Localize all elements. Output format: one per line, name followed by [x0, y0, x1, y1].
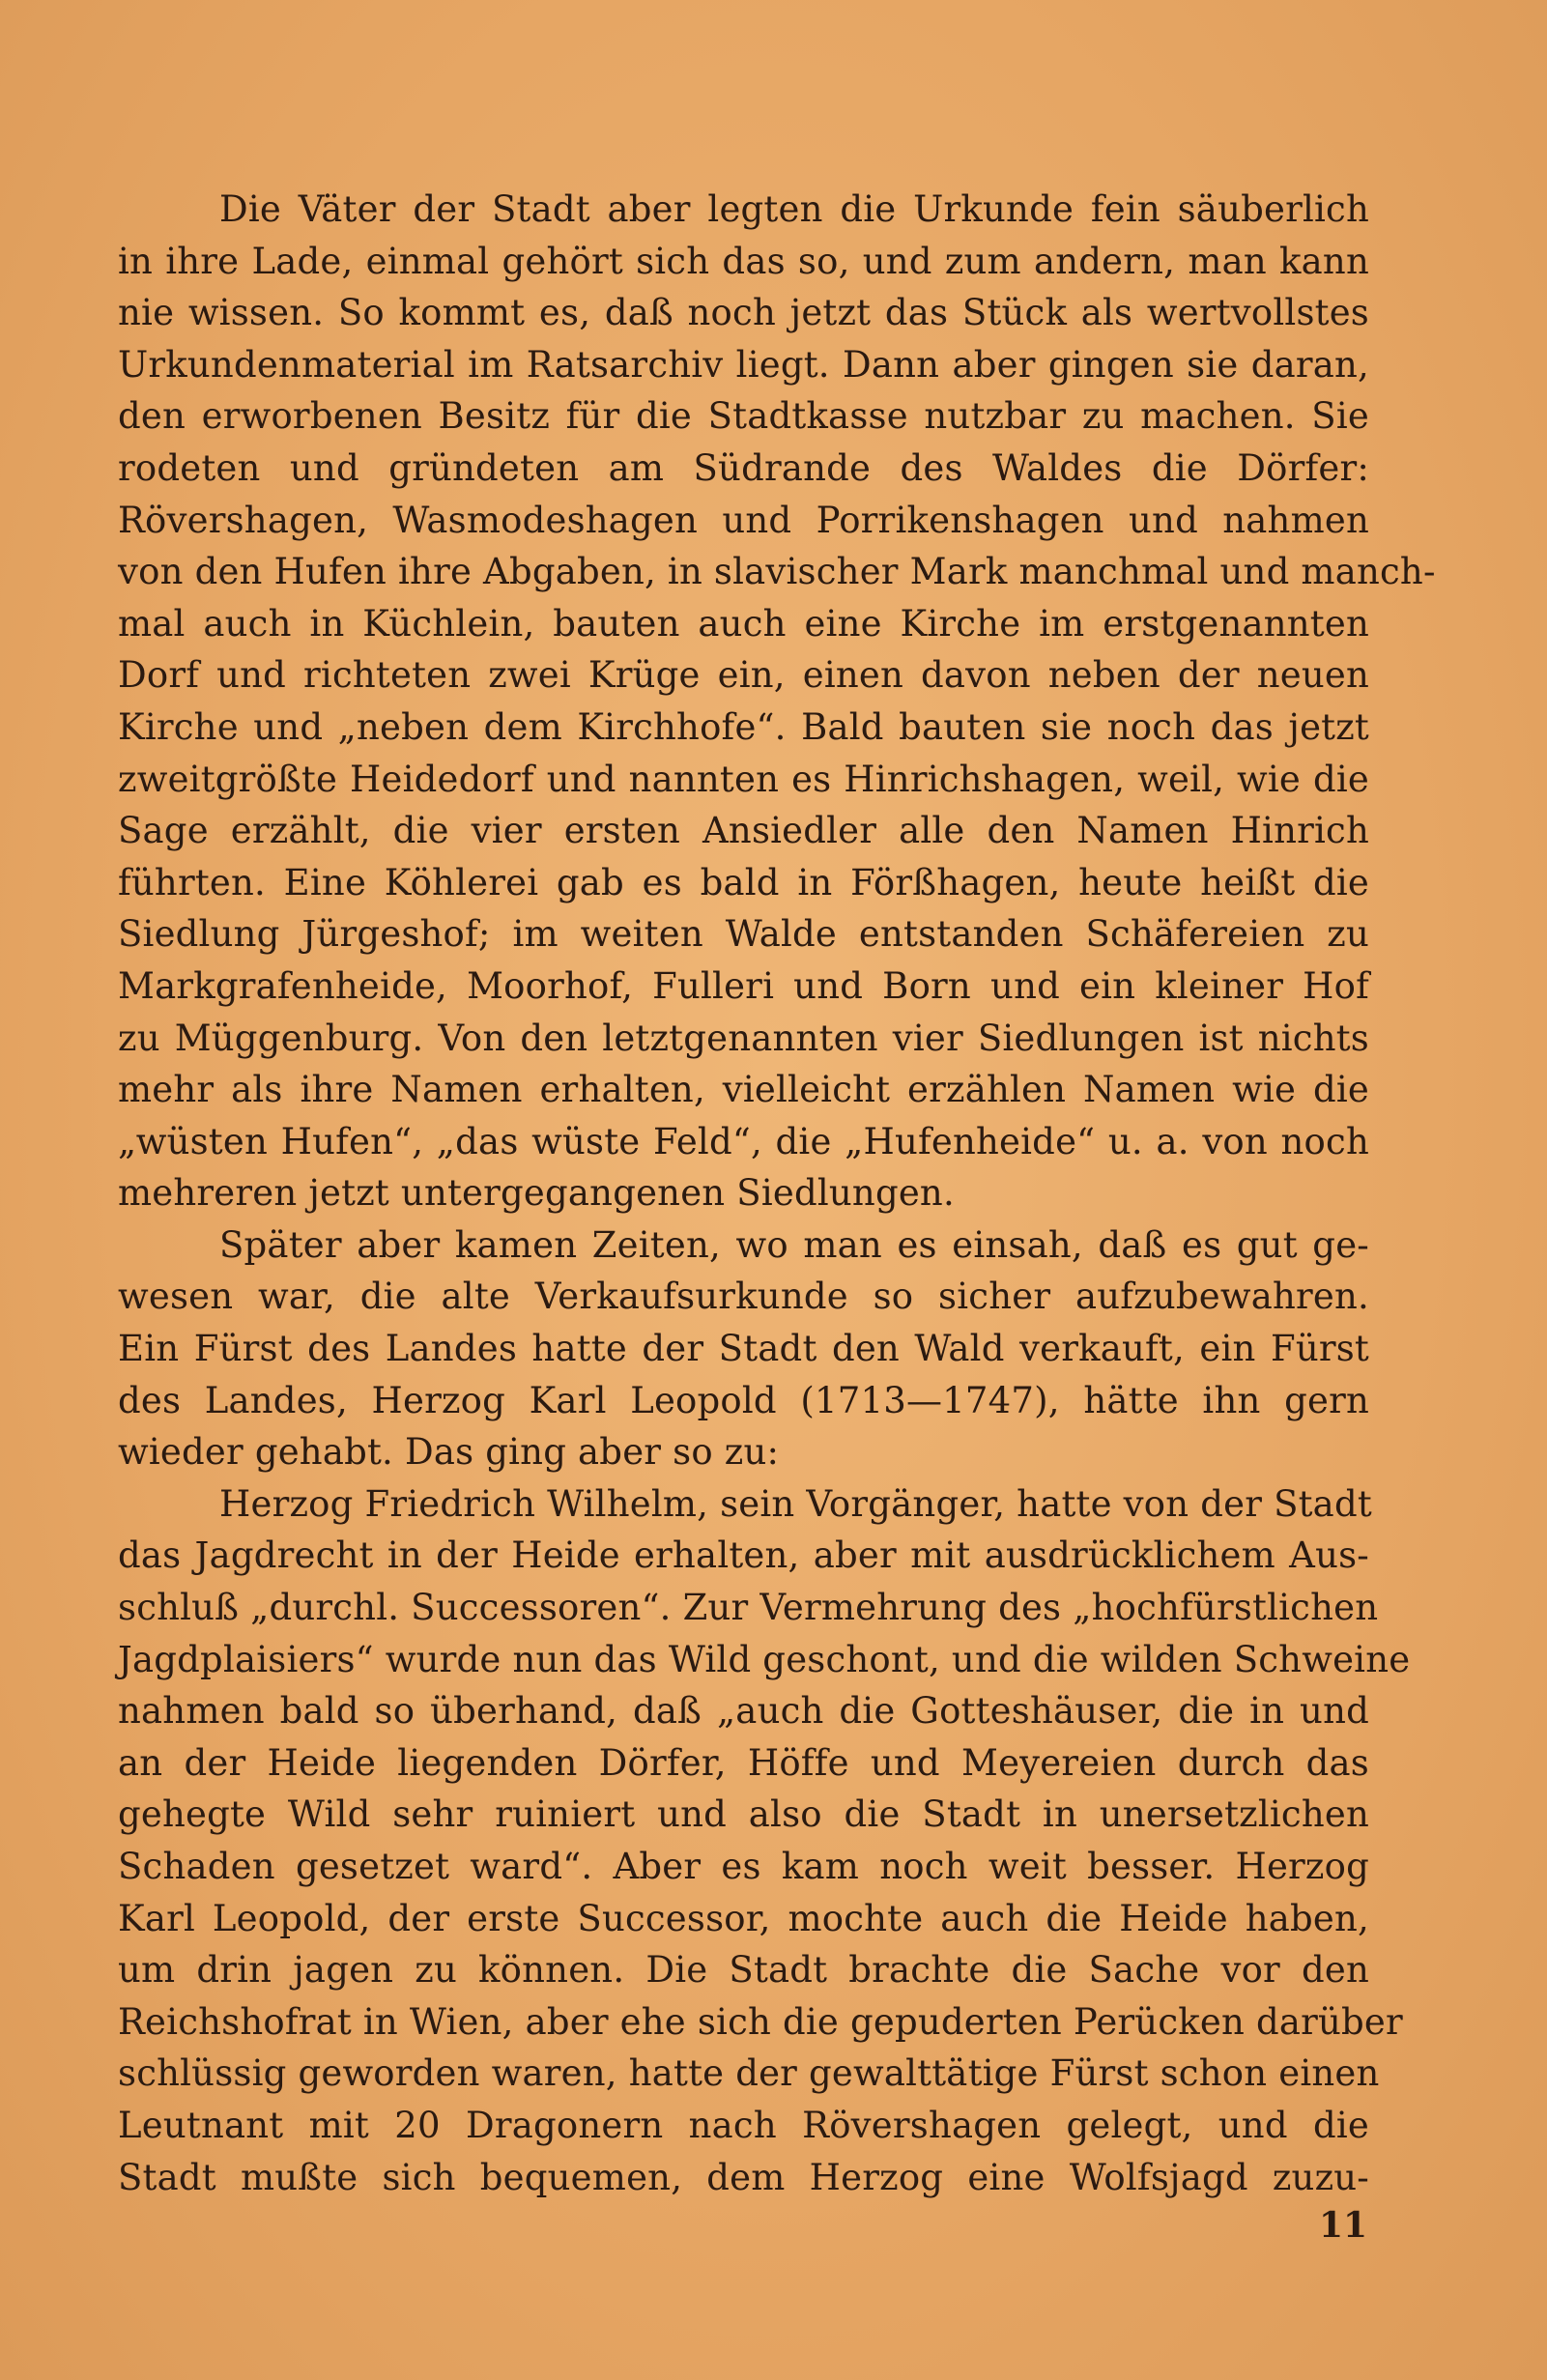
- text-line: Ein Fürst des Landes hatte der Stadt den Wald verkauft, ein Fürst: [118, 1328, 1369, 1370]
- text-line: gehegte Wild sehr ruiniert und also die Stadt in unersetzlichen: [118, 1793, 1369, 1836]
- text-line: Siedlung Jürgeshof; im weiten Walde entstanden Schäfereien zu: [118, 913, 1369, 956]
- text-line: „wüsten Hufen“, „das wüste Feld“, die „Hufenheide“ u. a. von noch: [118, 1120, 1369, 1162]
- text-line: von den Hufen ihre Abgaben, in slavischer Mark manchmal und manch-: [118, 551, 1436, 593]
- text-line: mal auch in Küchlein, bauten auch eine Kirche im erstgenannten: [118, 602, 1369, 645]
- text-line: Markgrafenheide, Moorhof, Fulleri und Born und ein kleiner Hof: [118, 964, 1369, 1007]
- text-line: in ihre Lade, einmal gehört sich das so, und zum andern, man kann: [118, 240, 1369, 282]
- text-line: mehreren jetzt untergegangenen Siedlungen.: [118, 1172, 955, 1215]
- text-line: nahmen bald so überhand, daß „auch die Gotteshäuser, die in und: [118, 1690, 1369, 1733]
- text-line: Urkundenmaterial im Ratsarchiv liegt. Dann aber gingen sie daran,: [118, 343, 1369, 386]
- text-line: wieder gehabt. Das ging aber so zu:: [118, 1431, 780, 1474]
- page-number: 11: [1319, 2205, 1368, 2246]
- text-line: zu Müggenburg. Von den letztgenannten vier Siedlungen ist nichts: [118, 1017, 1369, 1059]
- text-line: nie wissen. So kommt es, daß noch jetzt das Stück als wertvollstes: [118, 292, 1369, 334]
- text-line: Jagdplaisiers“ wurde nun das Wild geschont, und die wilden Schweine: [118, 1638, 1411, 1680]
- text-line: um drin jagen zu können. Die Stadt brachte die Sache vor den: [118, 1949, 1369, 1992]
- text-line: Leutnant mit 20 Dragonern nach Rövershagen gelegt, und die: [118, 2104, 1369, 2146]
- text-line: den erworbenen Besitz für die Stadtkasse nutzbar zu machen. Sie: [118, 395, 1369, 438]
- text-line: Die Väter der Stadt aber legten die Urkunde fein säuberlich: [219, 188, 1369, 230]
- text-line: Karl Leopold, der erste Successor, mochte auch die Heide haben,: [118, 1897, 1369, 1939]
- text-line: führten. Eine Köhlerei gab es bald in Förßhagen, heute heißt die: [118, 861, 1369, 903]
- text-line: Rövershagen, Wasmodeshagen und Porrikenshagen und nahmen: [118, 499, 1369, 541]
- text-line: schluß „durchl. Successoren“. Zur Vermehrung des „hochfürstlichen: [118, 1587, 1379, 1629]
- text-line: wesen war, die alte Verkaufsurkunde so sicher aufzubewahren.: [118, 1276, 1369, 1318]
- text-line: das Jagdrecht in der Heide erhalten, aber mit ausdrücklichem Aus-: [118, 1534, 1369, 1577]
- text-line: Kirche und „neben dem Kirchhofe“. Bald bauten sie noch das jetzt: [118, 705, 1369, 748]
- text-line: an der Heide liegenden Dörfer, Höffe und Meyereien durch das: [118, 1741, 1369, 1784]
- text-line: Sage erzählt, die vier ersten Ansiedler alle den Namen Hinrich: [118, 810, 1369, 852]
- text-line: Dorf und richteten zwei Krüge ein, einen davon neben der neuen: [118, 654, 1369, 697]
- text-line: mehr als ihre Namen erhalten, vielleicht erzählen Namen wie die: [118, 1069, 1369, 1111]
- text-line: Später aber kamen Zeiten, wo man es einsah, daß es gut ge-: [219, 1223, 1369, 1266]
- text-line: schlüssig geworden waren, hatte der gewalttätige Fürst schon einen: [118, 2052, 1380, 2095]
- text-line: Stadt mußte sich bequemen, dem Herzog eine Wolfsjagd zuzu-: [118, 2156, 1369, 2198]
- text-line: des Landes, Herzog Karl Leopold (1713—1747), hätte ihn gern: [118, 1379, 1369, 1421]
- text-line: Herzog Friedrich Wilhelm, sein Vorgänger, hatte von der Stadt: [219, 1482, 1372, 1525]
- text-line: Reichshofrat in Wien, aber ehe sich die gepuderten Perücken darüber: [118, 2000, 1403, 2043]
- text-line: zweitgrößte Heidedorf und nannten es Hinrichshagen, weil, wie die: [118, 758, 1369, 800]
- text-line: rodeten und gründeten am Südrande des Waldes die Dörfer:: [118, 446, 1369, 489]
- text-line: Schaden gesetzet ward“. Aber es kam noch weit besser. Herzog: [118, 1846, 1369, 1887]
- body-text: [118, 184, 1436, 2203]
